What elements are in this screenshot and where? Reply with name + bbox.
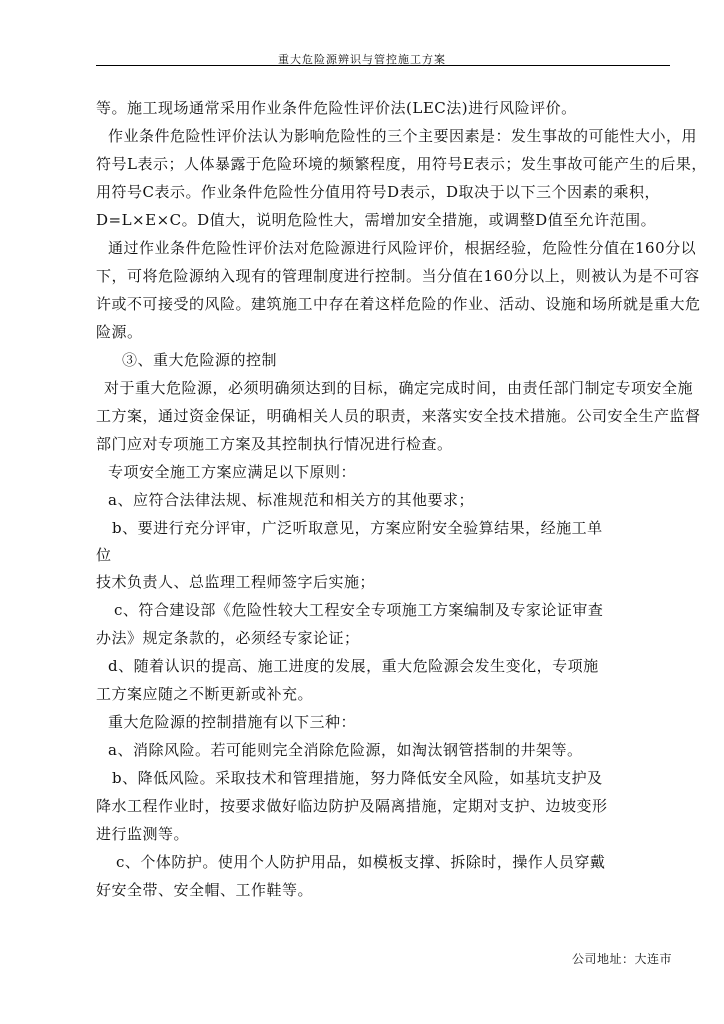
page-header-title: 重大危险源辨识与管控施工方案 — [278, 53, 446, 66]
text-line: 好安全带、安全帽、工作鞋等。 — [96, 881, 314, 899]
text-line: 部门应对专项施工方案及其控制执行情况进行检查。 — [96, 435, 453, 453]
text-line: 位 — [96, 546, 112, 564]
text-line: 专项安全施工方案应满足以下原则： — [108, 463, 357, 481]
list-item: b、降低风险。采取技术和管理措施，努力降低安全风险，如基坑支护及 — [112, 769, 603, 787]
text-line: 工方案，通过资金保证，明确相关人员的职责，来落实安全技术措施。公司安全生产监督 — [96, 407, 701, 425]
text-line: 险源。 — [96, 323, 143, 341]
text-line: 技术负责人、总监理工程师签字后实施； — [96, 573, 376, 591]
text-line: 符号L表示；人体暴露于危险环境的频繁程度，用符号E表示；发生事故可能产生的后果， — [96, 155, 707, 173]
list-item: c、个体防护。使用个人防护用品，如模板支撑、拆除时，操作人员穿戴 — [116, 853, 606, 871]
text-line: 重大危险源的控制措施有以下三种： — [108, 713, 357, 731]
list-item: b、要进行充分评审，广泛听取意见，方案应附安全验算结果，经施工单 — [112, 519, 603, 537]
text-line: 工方案应随之不断更新或补充。 — [96, 685, 314, 703]
text-line: 对于重大危险源，必须明确须达到的目标，确定完成时间，由责任部门制定专项安全施 — [104, 379, 694, 397]
text-line: 作业条件危险性评价法认为影响危险性的三个主要因素是：发生事故的可能性大小，用 — [108, 127, 698, 145]
text-line: 下，可将危险源纳入现有的管理制度进行控制。当分值在160分以上，则被认为是不可容 — [96, 267, 700, 285]
text-line: 降水工程作业时，按要求做好临边防护及隔离措施，定期对支护、边坡变形 — [96, 797, 608, 815]
text-line: 许或不可接受的风险。建筑施工中存在着这样危险的作业、活动、设施和场所就是重大危 — [96, 295, 701, 313]
header-rule — [96, 65, 670, 66]
list-item: a、应符合法律法规、标准规范和相关方的其他要求； — [108, 491, 474, 509]
text-line: 用符号C表示。作业条件危险性分值用符号D表示，D取决于以下三个因素的乘积， — [96, 183, 661, 201]
text-line: 等。施工现场通常采用作业条件危险性评价法(LEC法)进行风险评价。 — [96, 99, 577, 117]
list-item: c、符合建设部《危险性较大工程安全专项施工方案编制及专家论证审查 — [114, 601, 604, 619]
text-line: D=L×E×C。D值大，说明危险性大，需增加安全措施，或调整D值至允许范围。 — [96, 211, 657, 229]
text-line: 办法》规定条款的，必须经专家论证； — [96, 629, 360, 647]
list-item: a、消除风险。若可能则完全消除危险源，如淘汰钢管搭制的井架等。 — [108, 741, 583, 759]
section-heading: ③、重大危险源的控制 — [122, 351, 278, 369]
text-line: 进行监测等。 — [96, 825, 190, 843]
list-item: d、随着认识的提高、施工进度的发展，重大危险源会发生变化，专项施 — [108, 657, 599, 675]
footer-address: 公司地址：大连市 — [571, 952, 672, 966]
text-line: 通过作业条件危险性评价法对危险源进行风险评价，根据经验，危险性分值在160分以 — [108, 239, 697, 257]
